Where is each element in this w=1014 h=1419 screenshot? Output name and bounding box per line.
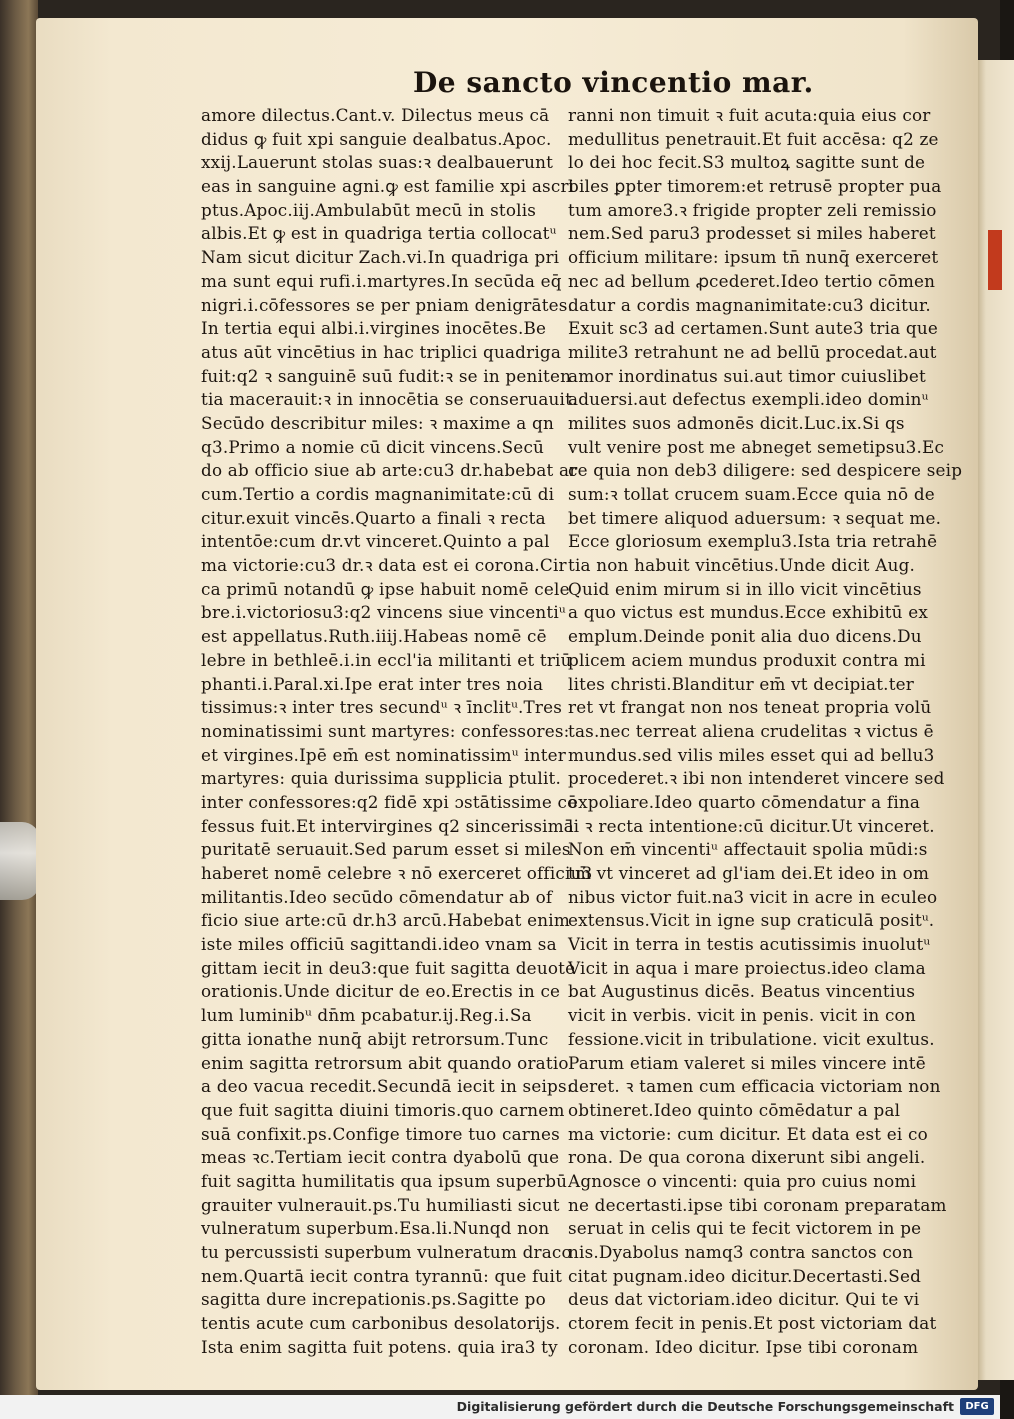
text-line: gittam iecit in deu3:que fuit sagitta deuote (201, 957, 576, 978)
text-line: nigri.i.cōfessores se per pniam denigrātes. (201, 294, 574, 315)
footer-bar (0, 1395, 1000, 1419)
text-line: milites suos admonēs dicit.Luc.ix.Si qs (568, 412, 905, 433)
text-line: nominatissimi sunt martyres: confessores: (201, 720, 570, 741)
text-line: Parum etiam valeret si miles vincere intē (568, 1052, 926, 1073)
text-line: fuit:q2 ꝛ sanguinē suū fudit:ꝛ se in peniten (201, 365, 572, 386)
text-line: Vicit in aqua i mare proiectus.ideo clama (568, 957, 926, 978)
text-line: expoliare.Ideo quarto cōmendatur a fina (568, 791, 921, 812)
text-line: Vicit in terra in testis acutissimis inuolutᵘ (568, 934, 931, 955)
dfg-logo-icon: DFG (960, 1398, 994, 1415)
text-line: amore dilectus.Cant.v. Dilectus meus cā (201, 105, 550, 125)
facing-page-rubric (988, 230, 1002, 290)
running-head: De sancto vincentio mar. (413, 66, 814, 99)
text-line: tia macerauit:ꝛ in innocētia se conseruauit. (201, 389, 578, 410)
text-line: do ab officio siue ab arte:cu3 dr.habebat ar (201, 460, 578, 481)
text-line: lum luminibᵘ dn̄m pcabatur.ij.Reg.i.Sa (201, 1005, 532, 1026)
text-line: fuit sagitta humilitatis qua ipsum superbū (201, 1170, 568, 1191)
text-line: grauiter vulnerauit.ps.Tu humiliasti sicut (201, 1194, 560, 1215)
right-text-column (568, 104, 963, 1359)
text-line: ranni non timuit ꝛ fuit acuta:quia eius cor (568, 105, 931, 125)
text-line: a deo vacua recedit.Secundā iecit in seips: (201, 1076, 573, 1097)
text-line: mundus.sed vilis miles esset qui ad bellu3 (568, 744, 935, 765)
text-line: meas ꝛc.Tertiam iecit contra dyabolū que (201, 1147, 560, 1168)
text-line: ne decertasti.ipse tibi coronam preparatam (568, 1194, 947, 1215)
text-line: ma sunt equi rufi.i.martyres.In secūda eq̄ (201, 270, 562, 291)
text-line: deret. ꝛ tamen cum efficacia victoriam non (568, 1076, 941, 1097)
text-line: tm̄ vt vinceret ad gl'iam dei.Et ideo in om (568, 863, 930, 883)
text-line: lites christi.Blanditur em̄ vt decipiat.ter (568, 673, 914, 694)
text-line: nec ad bellum ꝓcederet.Ideo tertio cōmen (568, 270, 936, 291)
text-line: coronam. Ideo dicitur. Ipse tibi coronam (568, 1336, 919, 1357)
text-line: Exuit sc3 ad certamen.Sunt aute3 tria que (568, 318, 938, 339)
left-text-column (201, 104, 593, 1359)
text-line: tissimus:ꝛ inter tres secundᵘ ꝛ īnclitᵘ.Tres (201, 697, 563, 718)
text-line: tu percussisti superbum vulneratum draco (201, 1242, 572, 1262)
text-line: a quo victus est mundus.Ecce exhibitū ex (568, 602, 928, 623)
text-line: ce quia non deb3 diligere: sed despicere seip (568, 460, 963, 481)
text-line: tum amore3.ꝛ frigide propter zeli remissio (568, 199, 937, 220)
text-line: martyres: quia durissima supplicia ptulit. (201, 768, 562, 789)
text-line: tas.nec terreat aliena crudelitas ꝛ victus ē (568, 720, 934, 741)
text-line: seruat in celis qui te fecit victorem in pe (568, 1218, 922, 1239)
text-line: ret vt frangat non nos teneat propria volū (568, 697, 932, 718)
page-clip (0, 822, 40, 900)
text-line: Quid enim mirum si in illo vicit vincētius (568, 578, 922, 599)
text-line: extensus.Vicit in igne sup craticulā positᵘ. (568, 910, 935, 931)
text-line: vicit in verbis. vicit in penis. vicit in con (568, 1005, 916, 1026)
text-line: iste miles officiū sagittandi.ideo vnam sa (201, 934, 557, 955)
text-line: bat Augustinus dicēs. Beatus vincentius (568, 981, 916, 1002)
text-line: atus aūt vincētius in hac triplici quadriga (201, 341, 562, 362)
text-line: et virgines.Ipē em̄ est nominatissimᵘ inter (201, 744, 567, 765)
text-line: bre.i.victoriosu3:q2 vincens siue vincentiᵘ (201, 602, 566, 623)
text-line: inter confessores:q2 fidē xpi ɔstātissime cō (201, 791, 578, 812)
text-line: Non em̄ vincentiᵘ affectauit spolia mūdi:s (568, 839, 928, 860)
text-line: fessus fuit.Et intervirgines q2 sincerissimā (201, 815, 575, 836)
text-line: deus dat victoriam.ideo dicitur. Qui te vi (568, 1289, 920, 1310)
text-line: eas in sanguine agni.ꝙ est familie xpi ascri (201, 176, 575, 197)
text-line: haberet nomē celebre ꝛ nō exerceret officiu3 (201, 863, 593, 883)
text-line: ma victorie: cum dicitur. Et data est ei co (568, 1123, 928, 1144)
text-line: cum.Tertio a cordis magnanimitate:cū di (201, 484, 555, 504)
text-line: nibus victor fuit.na3 vicit in acre in eculeo (568, 886, 938, 907)
text-line: aduersi.aut defectus exempli.ideo dominᵘ (568, 389, 929, 410)
text-line: nis.Dyabolus namq3 contra sanctos con (568, 1242, 914, 1262)
text-line: didus ꝙ fuit xpi sanguie dealbatus.Apoc. (201, 128, 552, 149)
text-line: tia non habuit vincētius.Unde dicit Aug. (568, 555, 916, 576)
text-line: orationis.Unde dicitur de eo.Erectis in ce (201, 981, 561, 1002)
book-spine-edge (0, 0, 38, 1395)
text-line: intentōe:cum dr.vt vinceret.Quinto a pal (201, 531, 550, 552)
text-line: puritatē seruauit.Sed parum esset si miles (201, 839, 571, 860)
text-line: rona. De qua corona dixerunt sibi angeli. (568, 1147, 926, 1168)
text-line: vulneratum superbum.Esa.li.Nunqd non (201, 1218, 550, 1239)
text-line: milite3 retrahunt ne ad bellū procedat.aut (568, 341, 937, 362)
text-line: ficio siue arte:cū dr.h3 arcū.Habebat enim (201, 910, 570, 931)
text-line: Nam sicut dicitur Zach.vi.In quadriga pri (201, 247, 560, 268)
text-line: ma victorie:cu3 dr.ꝛ data est ei corona.Cir (201, 555, 567, 576)
text-line: Secūdo describitur miles: ꝛ maxime a qn (201, 412, 554, 433)
text-line: li ꝛ recta intentione:cū dicitur.Ut vinceret. (568, 815, 935, 836)
text-line: procederet.ꝛ ibi non intenderet vincere sed (568, 768, 945, 789)
text-line: phanti.i.Paral.xi.Ipe erat inter tres noia (201, 673, 544, 694)
text-line: sagitta dure increpationis.ps.Sagitte po (201, 1289, 546, 1310)
text-line: citat pugnam.ideo dicitur.Decertasti.Sed (568, 1265, 922, 1286)
text-line: sum:ꝛ tollat crucem suam.Ecce quia nō de (568, 484, 935, 504)
text-line: biles ꝑpter timorem:et retrusē propter pua (568, 176, 942, 197)
text-line: vult venire post me abneget semetipsu3.Ec (568, 436, 945, 457)
text-line: que fuit sagitta diuini timoris.quo carnem (201, 1099, 565, 1120)
text-line: albis.Et ꝙ est in quadriga tertia collocatᵘ (201, 223, 557, 244)
text-line: Agnosce o vincenti: quia pro cuius nomi (568, 1170, 917, 1191)
text-line: amor inordinatus sui.aut timor cuiuslibet (568, 365, 926, 386)
text-line: plicem aciem mundus produxit contra mi (568, 649, 926, 670)
text-line: emplum.Deinde ponit alia duo dicens.Du (568, 626, 922, 647)
text-line: xxij.Lauerunt stolas suas:ꝛ dealbauerunt (201, 152, 554, 173)
text-line: bet timere aliquod aduersum: ꝛ sequat me. (568, 507, 942, 528)
text-line: est appellatus.Ruth.iiij.Habeas nomē cē (201, 626, 547, 647)
text-line: suā confixit.ps.Confige timore tuo carnes (201, 1123, 560, 1144)
text-line: medullitus penetrauit.Et fuit accēsa: q2 ze (568, 128, 939, 149)
footer-credit: Digitalisierung gefördert durch die Deutsche Forschungsgemeinschaft (456, 1399, 954, 1414)
text-line: Ecce gloriosum exemplu3.Ista tria retrahē (568, 531, 938, 552)
text-line: gitta ionathe nunq̄ abijt retrorsum.Tunc (201, 1028, 549, 1049)
text-line: enim sagitta retrorsum abit quando oratio (201, 1052, 569, 1073)
text-line: citur.exuit vincēs.Quarto a finali ꝛ recta (201, 507, 546, 528)
text-line: officium militare: ipsum tn̄ nunq̄ exerceret (568, 247, 939, 268)
text-line: fessione.vicit in tribulatione. vicit exultus. (568, 1028, 935, 1049)
text-line: tentis acute cum carbonibus desolatorijs. (201, 1313, 561, 1334)
text-line: lo dei hoc fecit.S3 multoꝝ sagitte sunt de (568, 152, 926, 173)
text-line: militantis.Ideo secūdo cōmendatur ab of (201, 886, 553, 907)
text-line: lebre in bethleē.i.in eccl'ia militanti et triū (201, 649, 572, 670)
text-line: nem.Sed paru3 prodesset si miles haberet (568, 223, 936, 244)
text-line: obtineret.Ideo quinto cōmēdatur a pal (568, 1099, 901, 1120)
text-line: nem.Quartā iecit contra tyrannū: que fuit (201, 1265, 563, 1286)
text-line: datur a cordis magnanimitate:cu3 dicitur. (568, 294, 931, 315)
text-line: q3.Primo a nomie cū dicit vincens.Secū (201, 436, 545, 457)
text-line: In tertia equi albi.i.virgines inocētes.Be (201, 318, 547, 339)
text-line: ca primū notandū ꝙ ipse habuit nomē cele (201, 578, 570, 599)
text-line: Ista enim sagitta fuit potens. quia ira3 ty (201, 1336, 558, 1357)
text-line: ctorem fecit in penis.Et post victoriam dat (568, 1313, 937, 1334)
text-line: ptus.Apoc.iij.Ambulabūt mecū in stolis (201, 199, 537, 220)
